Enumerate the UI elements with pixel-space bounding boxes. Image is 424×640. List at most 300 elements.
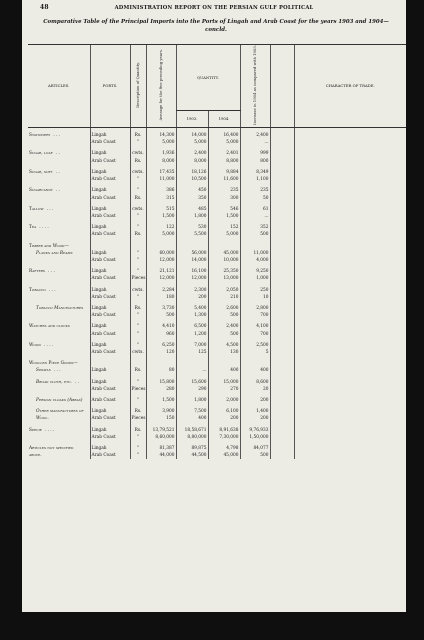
cell-character: [294, 294, 406, 301]
running-title: ADMINISTRATION REPORT ON THE PERSIAN GULF POLITICAL: [114, 5, 314, 11]
cell-port: Arab Coast: [90, 452, 130, 459]
cell-decrease: [270, 386, 294, 393]
cell-average: 5,000: [146, 139, 176, 146]
cell-article: Timber and Wood—: [29, 243, 69, 249]
table-body: [28, 128, 406, 460]
cell-decrease: [270, 375, 294, 386]
cell-increase: 700: [240, 331, 270, 338]
cell-description: Rs.: [130, 423, 146, 434]
cell-port: Lingah: [90, 319, 130, 330]
cell-article: [28, 165, 90, 176]
cell-article: [28, 434, 90, 441]
cell-increase: 9,76,933: [240, 423, 270, 434]
cell-increase: 250: [240, 283, 270, 294]
cell-description: ": [130, 375, 146, 386]
cell-1904: 9,884: [208, 165, 240, 176]
cell-decrease: [270, 441, 294, 452]
cell-average: 12,000: [146, 257, 176, 264]
cell-decrease: [270, 434, 294, 441]
cell-character: [294, 231, 406, 238]
cell-description: ": [130, 264, 146, 275]
cell-character: [294, 415, 406, 422]
cell-description: ": [130, 250, 146, 257]
article-label: Sugar, loaf: [29, 151, 53, 157]
cell-port: Arab Coast: [90, 158, 130, 165]
article-label: Sugarcandy: [29, 188, 53, 194]
cell-port: Arab Coast: [90, 349, 130, 356]
cell-average: 21,121: [146, 264, 176, 275]
cell-1903: 2,300: [176, 283, 208, 294]
table-row: [28, 386, 406, 393]
cell-character: [294, 213, 406, 220]
cell-increase: 800: [240, 158, 270, 165]
cell-description: ": [130, 319, 146, 330]
cell-1903: 530: [176, 220, 208, 231]
cell-increase: 400: [240, 367, 270, 374]
article-label: Sugar, soft: [29, 169, 53, 175]
table-row: [28, 349, 406, 356]
cell-average: 13,79,521: [146, 423, 176, 434]
cell-port: Lingah: [90, 183, 130, 194]
cell-1904: 25,350: [208, 264, 240, 275]
cell-average: 150: [146, 415, 176, 422]
cell-decrease: [270, 202, 294, 213]
cell-average: 11,000: [146, 176, 176, 183]
cell-port: [90, 239, 130, 250]
report-page: [22, 0, 406, 612]
cell-character: [294, 176, 406, 183]
cell-article: [28, 349, 90, 356]
cell-1904: [208, 239, 240, 250]
cell-character: [294, 349, 406, 356]
cell-increase: 61: [240, 202, 270, 213]
table-row: [28, 301, 406, 312]
table-row: [28, 452, 406, 459]
cell-port: Arab Coast: [90, 213, 130, 220]
cell-article: [28, 139, 90, 146]
cell-character: [294, 393, 406, 404]
cell-character: [294, 202, 406, 213]
cell-character: [294, 128, 406, 140]
table-row: [28, 213, 406, 220]
cell-average: 386: [146, 183, 176, 194]
cell-port: Lingah: [90, 165, 130, 176]
cell-article: [28, 312, 90, 319]
cell-1904: 5,000: [208, 231, 240, 238]
cell-article: Tobacco Manufactures: [36, 305, 84, 311]
cell-1904: 2,401: [208, 146, 240, 157]
table-row: [28, 264, 406, 275]
cell-increase: 8,600: [240, 375, 270, 386]
table-row: [28, 423, 406, 434]
cell-article: [28, 386, 90, 393]
article-label: Specie: [29, 427, 42, 433]
cell-decrease: [270, 349, 294, 356]
cell-1904: 7,30,000: [208, 434, 240, 441]
table-row: [28, 275, 406, 282]
table-row: [28, 231, 406, 238]
cell-character: [294, 183, 406, 194]
leader-dots: . . .: [53, 368, 61, 374]
cell-article: [28, 183, 90, 194]
cell-1903: 200: [176, 294, 208, 301]
table-row: [28, 415, 406, 422]
cell-1904: 2,000: [208, 393, 240, 404]
cell-character: [294, 331, 406, 338]
cell-1903: 1,300: [176, 312, 208, 319]
cell-description: ": [130, 338, 146, 349]
table-row: [28, 239, 406, 250]
cell-character: [294, 158, 406, 165]
cell-decrease: [270, 331, 294, 338]
article-label: Tobacco: [29, 287, 46, 293]
cell-article: Wool.: [36, 416, 49, 422]
cell-article: Other manufactures of: [36, 409, 84, 415]
cell-article: above.: [29, 453, 42, 459]
cell-article: [28, 176, 90, 183]
cell-1903: 8,000: [176, 158, 208, 165]
cell-character: [294, 312, 406, 319]
cell-1904: 2,050: [208, 283, 240, 294]
cell-description: ": [130, 452, 146, 459]
cell-port: Arab Coast: [90, 231, 130, 238]
cell-increase: 10: [240, 294, 270, 301]
cell-increase: 5: [240, 349, 270, 356]
cell-description: [130, 239, 146, 250]
cell-1903: 14,000: [176, 128, 208, 140]
cell-decrease: [270, 319, 294, 330]
cell-article: Woollen Piece Goods—: [29, 361, 78, 367]
leader-dots: . . . .: [43, 342, 54, 348]
cell-decrease: [270, 176, 294, 183]
article-label: Wood: [29, 342, 41, 348]
cell-average: 1,500: [146, 393, 176, 404]
cell-port: Arab Coast: [90, 331, 130, 338]
cell-1903: 290: [176, 386, 208, 393]
cell-port: Lingah: [90, 423, 130, 434]
cell-description: [130, 356, 146, 367]
cell-port: Arab Coast: [90, 139, 130, 146]
cell-increase: 700: [240, 312, 270, 319]
cell-decrease: [270, 423, 294, 434]
cell-average: 4,410: [146, 319, 176, 330]
page-number: 48: [40, 4, 49, 11]
cell-description: ": [130, 294, 146, 301]
table-row: [28, 146, 406, 157]
table-row: [28, 202, 406, 213]
cell-1904: 5,000: [208, 139, 240, 146]
cell-1903: 18,58,671: [176, 423, 208, 434]
cell-decrease: [270, 312, 294, 319]
cell-article: [28, 213, 90, 220]
cell-description: Rs.: [130, 404, 146, 415]
cell-average: 81,387: [146, 441, 176, 452]
cell-1904: 8,91,638: [208, 423, 240, 434]
cell-1904: 130: [208, 349, 240, 356]
cell-decrease: [270, 275, 294, 282]
cell-article: Planks and Beams: [36, 250, 73, 256]
cell-decrease: [270, 139, 294, 146]
cell-average: 2,284: [146, 283, 176, 294]
table-row: [28, 176, 406, 183]
cell-character: [294, 239, 406, 250]
cell-article: [28, 146, 90, 157]
cell-1903: 5,400: [176, 301, 208, 312]
cell-character: [294, 319, 406, 330]
table-row: [28, 139, 406, 146]
cell-increase: 9,250: [240, 264, 270, 275]
table-caption: Comparative Table of the Principal Imports into the Ports of Lingah and Arab Coast for the years 1903 and 1904—concld.: [43, 19, 389, 33]
table-row: [28, 257, 406, 264]
cell-increase: 1,400: [240, 404, 270, 415]
cell-1904: 13,000: [208, 275, 240, 282]
cell-description: ": [130, 331, 146, 338]
cell-1903: 1,800: [176, 393, 208, 404]
cell-port: Arab Coast: [90, 176, 130, 183]
cell-article: [28, 375, 90, 386]
article-label: Tallow: [29, 206, 44, 212]
cell-increase: [240, 356, 270, 367]
cell-average: 15,800: [146, 375, 176, 386]
cell-1903: 18,126: [176, 165, 208, 176]
cell-average: 120: [146, 349, 176, 356]
cell-character: [294, 375, 406, 386]
cell-description: Rs.: [130, 301, 146, 312]
cell-description: ": [130, 183, 146, 194]
cell-average: 5,000: [146, 231, 176, 238]
cell-character: [294, 386, 406, 393]
cell-character: [294, 146, 406, 157]
cell-decrease: [270, 294, 294, 301]
cell-character: [294, 367, 406, 374]
cell-increase: 2,400: [240, 128, 270, 140]
cell-1903: 12,000: [176, 275, 208, 282]
cell-average: 14,300: [146, 128, 176, 140]
cell-article: [28, 275, 90, 282]
cell-port: Arab Coast: [90, 386, 130, 393]
cell-character: [294, 250, 406, 257]
cell-character: [294, 301, 406, 312]
cell-1903: [176, 356, 208, 367]
cell-port: [90, 356, 130, 367]
cell-character: [294, 257, 406, 264]
cell-character: [294, 165, 406, 176]
cell-port: Arab Coast: [90, 257, 130, 264]
cell-description: cwts.: [130, 283, 146, 294]
cell-1903: 7,500: [176, 404, 208, 415]
cell-1903: [176, 239, 208, 250]
table-row: [28, 250, 406, 257]
cell-article: Articles not specified: [29, 445, 74, 451]
leader-dots: . .: [55, 169, 60, 175]
table-row: [28, 312, 406, 319]
cell-character: [294, 139, 406, 146]
cell-1903: 485: [176, 202, 208, 213]
cell-average: 60,000: [146, 250, 176, 257]
cell-description: ": [130, 220, 146, 231]
table-row: [28, 283, 406, 294]
cell-decrease: [270, 231, 294, 238]
cell-port: Arab Coast: [90, 312, 130, 319]
col-header-1904: 1904.: [208, 111, 240, 128]
table-row: [28, 220, 406, 231]
cell-decrease: [270, 415, 294, 422]
cell-1903: 5,000: [176, 139, 208, 146]
cell-description: Rs.: [130, 128, 146, 140]
col-header-1903: 1903.: [176, 111, 208, 128]
cell-increase: 4,100: [240, 319, 270, 330]
cell-average: 80: [146, 367, 176, 374]
cell-average: 6,250: [146, 338, 176, 349]
leader-dots: . .: [55, 151, 60, 157]
cell-port: Lingah: [90, 146, 130, 157]
leader-dots: . . . .: [44, 427, 55, 433]
cell-port: Arab Coast: [90, 195, 130, 202]
table-row: [28, 375, 406, 386]
cell-article: [28, 195, 90, 202]
cell-increase: 1,000: [240, 275, 270, 282]
cell-description: ": [130, 393, 146, 404]
table-row: [28, 434, 406, 441]
cell-description: Rs.: [130, 367, 146, 374]
cell-decrease: [270, 338, 294, 349]
cell-character: [294, 283, 406, 294]
cell-article: [28, 423, 90, 434]
leader-dots: . . .: [48, 269, 55, 275]
cell-character: [294, 423, 406, 434]
cell-1903: 10,500: [176, 176, 208, 183]
article-label: Tea: [29, 225, 37, 231]
cell-1903: 16,100: [176, 264, 208, 275]
cell-decrease: [270, 220, 294, 231]
cell-article: [28, 231, 90, 238]
cell-decrease: [270, 213, 294, 220]
cell-decrease: [270, 393, 294, 404]
cell-decrease: [270, 146, 294, 157]
cell-description: Pieces: [131, 386, 146, 392]
cell-average: [146, 239, 176, 250]
cell-1904: 546: [208, 202, 240, 213]
cell-1904: 500: [208, 312, 240, 319]
article-label: Rafters: [29, 269, 45, 275]
cell-article: [28, 264, 90, 275]
cell-port: Arab Coast: [90, 275, 130, 282]
cell-average: 280: [146, 386, 176, 393]
cell-article: Watches and clocks: [29, 324, 70, 330]
cell-article: [28, 257, 90, 264]
cell-average: 8,000: [146, 158, 176, 165]
cell-decrease: [270, 367, 294, 374]
cell-increase: [240, 239, 270, 250]
cell-1903: 5,500: [176, 231, 208, 238]
cell-decrease: [270, 183, 294, 194]
cell-1903: 14,000: [176, 257, 208, 264]
cell-description: Rs.: [130, 231, 146, 238]
cell-increase: 200: [240, 415, 270, 422]
cell-1903: 450: [176, 183, 208, 194]
cell-character: [294, 434, 406, 441]
cell-port: Lingah: [90, 301, 130, 312]
cell-decrease: [270, 356, 294, 367]
table-row: [28, 319, 406, 330]
cell-decrease: [270, 239, 294, 250]
cell-increase: 352: [240, 220, 270, 231]
cell-average: 315: [146, 195, 176, 202]
cell-decrease: [270, 165, 294, 176]
article-label: Shawls: [36, 368, 51, 374]
col-header-quantity: QUANTITY.: [176, 45, 240, 111]
cell-1903: 8,80,000: [176, 434, 208, 441]
leader-dots: . . .: [46, 206, 54, 212]
cell-1904: 8,800: [208, 158, 240, 165]
article-label: Stationery: [29, 133, 51, 139]
cell-article: [28, 338, 90, 349]
cell-description: ": [130, 213, 146, 220]
cell-character: [294, 404, 406, 415]
cell-decrease: [270, 301, 294, 312]
leader-dots: . .: [55, 188, 60, 194]
table-row: [28, 128, 406, 140]
cell-1904: 235: [208, 183, 240, 194]
cell-1904: 2,600: [208, 301, 240, 312]
cell-description: ": [130, 257, 146, 264]
cell-average: 1,936: [146, 146, 176, 157]
cell-port: Lingah: [90, 404, 130, 415]
cell-port: Lingah: [90, 367, 130, 374]
cell-1904: 400: [208, 367, 240, 374]
cell-article: [28, 202, 90, 213]
col-header-character: CHARACTER OF TRADE.: [294, 45, 406, 128]
cell-average: [146, 356, 176, 367]
cell-port: Arab Coast: [90, 393, 130, 404]
cell-average: 500: [146, 312, 176, 319]
cell-1904: 152: [208, 220, 240, 231]
table-row: [28, 356, 406, 367]
cell-average: 8,60,000: [146, 434, 176, 441]
cell-1903: 6,500: [176, 319, 208, 330]
cell-average: 960: [146, 331, 176, 338]
cell-1904: 16,400: [208, 128, 240, 140]
leader-dots: . . .: [53, 133, 61, 139]
cell-increase: 2,500: [240, 338, 270, 349]
cell-average: 3,730: [146, 301, 176, 312]
cell-decrease: [270, 283, 294, 294]
cell-1903: 1,800: [176, 213, 208, 220]
cell-character: [294, 264, 406, 275]
cell-description: cwts.: [130, 165, 146, 176]
cell-description: cwts.: [130, 146, 146, 157]
cell-decrease: [270, 128, 294, 140]
cell-increase: 50: [240, 195, 270, 202]
cell-port: Arab Coast: [90, 434, 130, 441]
leader-dots: . .: [74, 379, 79, 385]
cell-character: [294, 338, 406, 349]
cell-1904: 2,400: [208, 319, 240, 330]
col-header-description: Description of Quantity.: [134, 62, 140, 108]
cell-description: cwts.: [130, 349, 146, 356]
cell-decrease: [270, 404, 294, 415]
col-header-average: Average for the five preceding years.: [157, 49, 163, 121]
cell-1903: 400: [176, 415, 208, 422]
cell-1903: 44,500: [176, 452, 208, 459]
cell-1904: 200: [208, 415, 240, 422]
cell-1904: 11,600: [208, 176, 240, 183]
cell-port: Lingah: [90, 283, 130, 294]
table-row: [28, 331, 406, 338]
cell-1904: 500: [208, 331, 240, 338]
leader-dots: . . . .: [39, 225, 49, 231]
cell-character: [294, 441, 406, 452]
